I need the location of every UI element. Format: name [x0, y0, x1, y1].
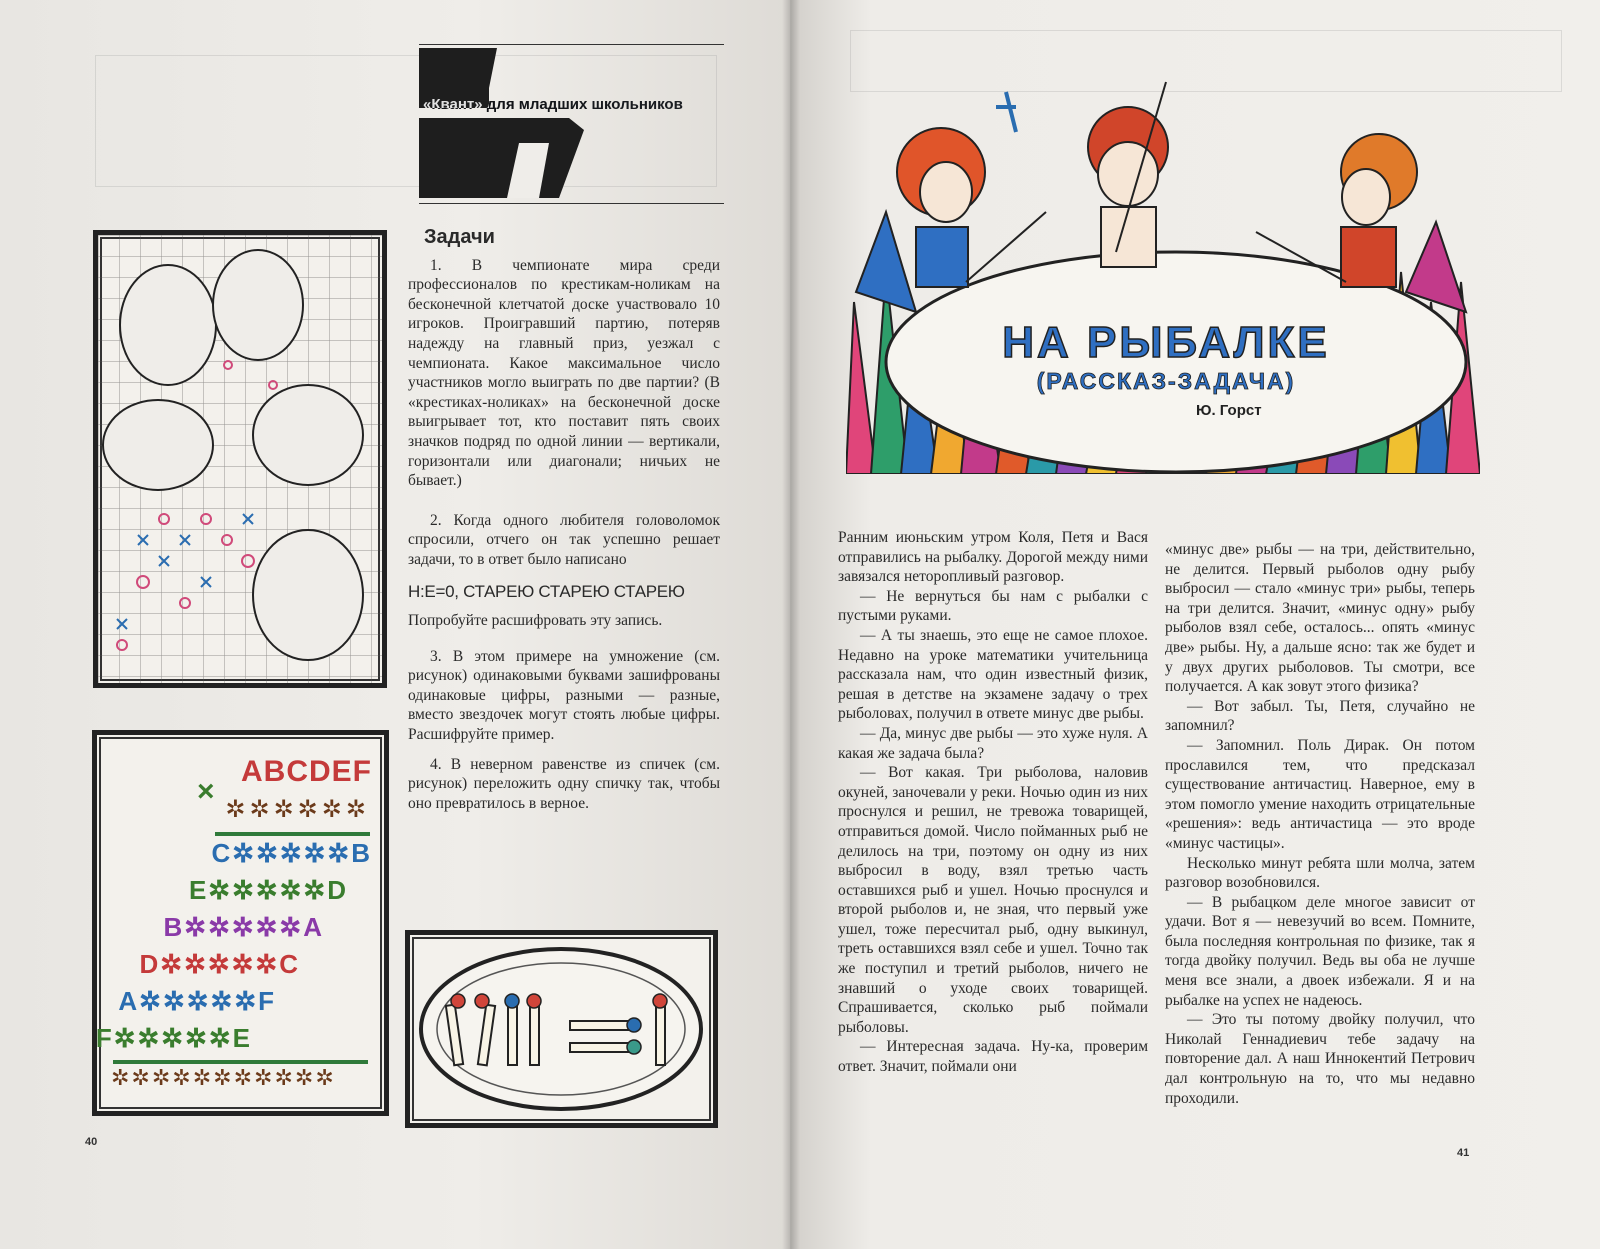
story-subtitle: (РАССКАЗ-ЗАДАЧА) — [1036, 368, 1296, 394]
problem-1: 1. В чемпионате мира среди профессионалов по крестикам-ноликам на бесконечной клетчатой доске участвовало 10 игроков. Проигравший партию, потеряв надежду на главный приз, уезжал с чемпионата. Какое максимальное число участников могло выиграть по две партии? (В «крестиках-ноликах» на бесконечной доске выигрывает тот, кто поставит пять своих значков подряд по одной линии — вертикали, горизонтали или диагонали; ничьих не бывает.) — [408, 256, 720, 490]
story-col1-par: — Интересная задача. Ну-ка, проверим ответ. Значит, поймали они — [838, 1038, 1148, 1076]
matchstick-drawing — [410, 935, 713, 1123]
story-col1-par: — Не вернуться бы нам с рыбалки с пустыми руками. — [838, 587, 1148, 625]
mult-row-result: ✲✲✲✲✲✲✲✲✲✲✲ — [111, 1065, 336, 1090]
page-number-right: 41 — [1457, 1147, 1470, 1159]
story-col1-par: — А ты знаешь, это еще не самое плохое. Недавно на уроке математики учительница рассказала нам, что один известный физик, решая в детстве на экзамене задачу о трех рыболовах, получил в ответе минус две рыбы. — [838, 626, 1148, 723]
mult-row-partial-5: A✲✲✲✲✲F — [118, 986, 276, 1016]
mult-rule-2 — [113, 1060, 368, 1064]
problem-4: 4. В неверном равенстве из спичек (см. рисунок) переложить одну спичку так, чтобы оно превратилось в верное. — [408, 755, 720, 812]
book-spine — [782, 0, 800, 1249]
tic-tac-toe-drawing — [98, 235, 382, 683]
tic-tac-toe-illustration — [93, 230, 387, 688]
story-author: Ю. Горст — [1196, 402, 1262, 419]
story-col2-par: — Вот забыл. Ты, Петя, случайно не запомнил? — [1165, 697, 1475, 735]
fishing-drawing — [846, 62, 1480, 474]
mult-row-partial-3: B✲✲✲✲✲A — [163, 912, 324, 942]
mult-row-factor: ABCDEF — [241, 755, 372, 788]
left-page — [0, 0, 790, 1249]
story-col2-par: — В рыбацком деле многое зависит от удачи. Вот я — невезучий во всем. Помните, была последняя контрольная по физике, так я тогда двойку получил. Ведь вы оба не лучше меня все знали, а двоек избежали. Я и на рыбалке на успех не надеюсь. — [1165, 893, 1475, 1009]
fishing-illustration — [846, 62, 1480, 474]
right-page — [790, 0, 1600, 1249]
section-header — [419, 44, 724, 204]
mult-row-partial-1: C✲✲✲✲✲B — [211, 838, 372, 868]
kvant-logo — [419, 48, 589, 198]
mult-row-partial-4: D✲✲✲✲✲C — [139, 949, 300, 979]
story-col2-par: — Это ты потому двойку получил, что Николай Геннадиевич тебе задачу на повторение дал. А наш Иннокентий Петрович дал контрольную на то, что мы недавно проходили. — [1165, 1011, 1475, 1107]
problems-column — [408, 228, 720, 813]
story-col2-par: — Запомнил. Поль Дирак. Он потом прославился тем, что предсказал существование античастиц. Наверное, ему в этом помогло умение находить отрицательные «решения»: ведь античастица — это вроде «минус частицы». — [1165, 736, 1475, 852]
problems-heading: Задачи — [424, 226, 495, 248]
multiplication-illustration — [92, 730, 389, 1116]
header-rule-top — [419, 44, 724, 45]
mult-row-partial-6: F✲✲✲✲✲E — [95, 1023, 252, 1053]
problem-2-instruction: Попробуйте расшифровать эту запись. — [408, 612, 663, 630]
problem-2-formula: Н:Е=0, СТАРЕЮ СТАРЕЮ СТАРЕЮ — [408, 581, 685, 601]
header-rule-bottom — [419, 203, 724, 204]
mult-row-partial-2: E✲✲✲✲✲D — [188, 875, 348, 905]
problem-2: 2. Когда одного любителя головоломок спросили, отчего он так успешно решает задачи, то в ответ было написано — [408, 511, 720, 568]
mult-rule-1 — [215, 832, 370, 836]
story-col1-par: — Вот какая. Три рыболова, наловив окуней, заночевали у реки. Ночью один из них проснулся и решил, не тревожа товарищей, отправиться домой. Число пойманных рыб не делилось на три, поэтому он одну из них выбросил в воду, взял третью часть оставшихся рыб и ушел. Ночью проснулся и второй рыболов и, не зная, что первый уже ушел, тоже пересчитал рыб, одну выкинул, треть оставшихся взял себе и ушел. Точно так же поступил и третий рыболов, ничего не знавший о уходе своих товарищей. Спрашивается, сколько рыб поймали рыболовы. — [838, 764, 1148, 1036]
mult-row-multiplier: ✲✲✲✲✲✲ — [225, 797, 370, 823]
multiplication-times: × — [197, 775, 215, 808]
matchstick-illustration — [405, 930, 718, 1128]
story-col1-par: — Да, минус две рыбы — это хуже нуля. А какая же задача была? — [838, 724, 1148, 762]
story-col2-par: Несколько минут ребята шли молча, затем разговор возобновился. — [1165, 854, 1475, 892]
page-number-left: 40 — [85, 1136, 98, 1148]
story-col2-par: «минус две» рыбы — на три, действительно, не делится. Первый рыболов одну рыбу выбросил — стало «минус три» рыбы, теперь на три делится. Значит, «минус одну» рыбу рыболов взял себе, осталось... опять «минус две» рыбы. Ну, а дальше ясно: так же будет и у двух других рыболовов. Ты смотри, все получается. А как зовут этого физика? — [1165, 541, 1475, 696]
story-col1-par: Ранним июньским утром Коля, Петя и Вася отправились на рыбалку. Дорогой между ними завязался неторопливый разговор. — [838, 529, 1148, 586]
problem-3: 3. В этом примере на умножение (см. рисунок) одинаковыми буквами зашифрованы одинаковые цифры, разными — разные, вместо звездочек могут стоять любые цифры. Расшифруйте пример. — [408, 647, 720, 744]
story-column-1 — [838, 528, 1148, 1077]
section-title: «Квант» для младших школьников — [423, 96, 683, 113]
story-column-2 — [1165, 540, 1475, 1108]
story-title: НА РЫБАЛКЕ — [1002, 318, 1330, 367]
